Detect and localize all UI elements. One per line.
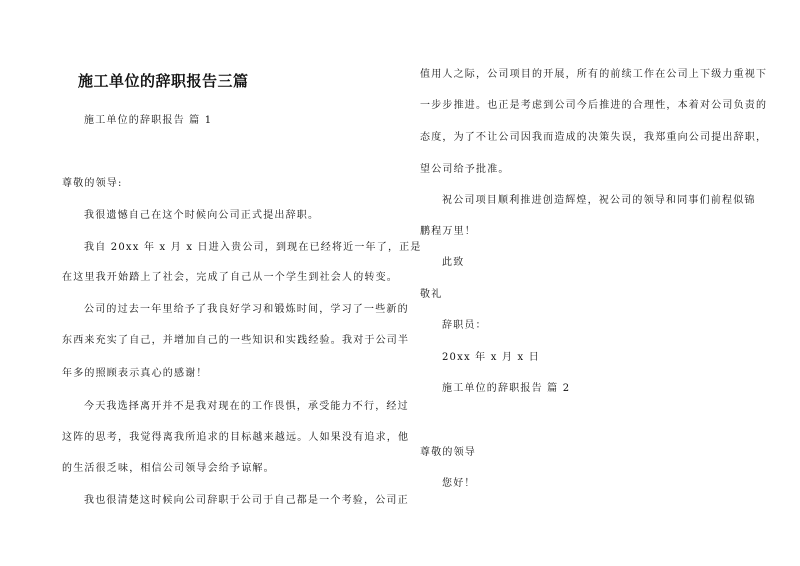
paragraph-line: 我自 20xx 年 x 月 x 日进入贵公司，到现在已经将近一年了，正是 <box>84 242 422 253</box>
paragraph-line: 一步步推进。也正是考虑到公司今后推进的合理性，本着对公司负责的 <box>420 100 768 111</box>
paragraph-line: 鹏程万里！ <box>420 226 476 237</box>
closing-salute: 敬礼 <box>420 289 443 300</box>
paragraph-line: 态度，为了不让公司因我而造成的决策失误，我郑重向公司提出辞职， <box>420 132 768 143</box>
paragraph-line: 我也很清楚这时候向公司辞职于公司于自己都是一个考验，公司正 <box>84 495 409 506</box>
section-heading-1: 施工单位的辞职报告 篇 1 <box>84 115 213 126</box>
paragraph-line: 祝公司项目顺利推进创造辉煌，祝公司的领导和同事们前程似锦 <box>442 195 756 206</box>
left-column <box>62 0 422 566</box>
salutation: 尊敬的领导 <box>420 447 476 458</box>
section-heading-2: 施工单位的辞职报告 篇 2 <box>442 383 571 394</box>
paragraph-line: 这阵的思考，我觉得离我所追求的目标越来越远。人如果没有追求，他 <box>62 432 410 443</box>
salutation: 尊敬的领导: <box>62 178 123 189</box>
closing-line: 此致 <box>442 257 465 268</box>
greeting-line: 您好！ <box>442 478 476 489</box>
paragraph-line: 公司的过去一年里给予了我良好学习和锻炼时间，学习了一些新的 <box>84 304 409 315</box>
paragraph-line: 值用人之际，公司项目的开展，所有的前续工作在公司上下级力重视下 <box>420 69 768 80</box>
paragraph-line: 东西来充实了自己，并增加自己的一些知识和实践经验。我对于公司半 <box>62 335 410 346</box>
paragraph-line: 年多的照顾表示真心的感谢！ <box>62 368 208 379</box>
signature-label: 辞职员： <box>442 320 487 331</box>
paragraph-line: 我很遗憾自己在这个时候向公司正式提出辞职。 <box>84 210 320 221</box>
paragraph-line: 在这里我开始踏上了社会，完成了自己从一个学生到社会人的转变。 <box>62 272 398 283</box>
paragraph-line: 的生活很乏味，相信公司领导会给予谅解。 <box>62 463 275 474</box>
date-line: 20xx 年 x 月 x 日 <box>442 352 540 363</box>
paragraph-line: 今天我选择离开并不是我对现在的工作畏惧，承受能力不行，经过 <box>84 401 409 412</box>
document-title: 施工单位的辞职报告三篇 <box>78 72 249 90</box>
paragraph-line: 望公司给予批准。 <box>420 164 510 175</box>
right-column <box>420 0 768 566</box>
